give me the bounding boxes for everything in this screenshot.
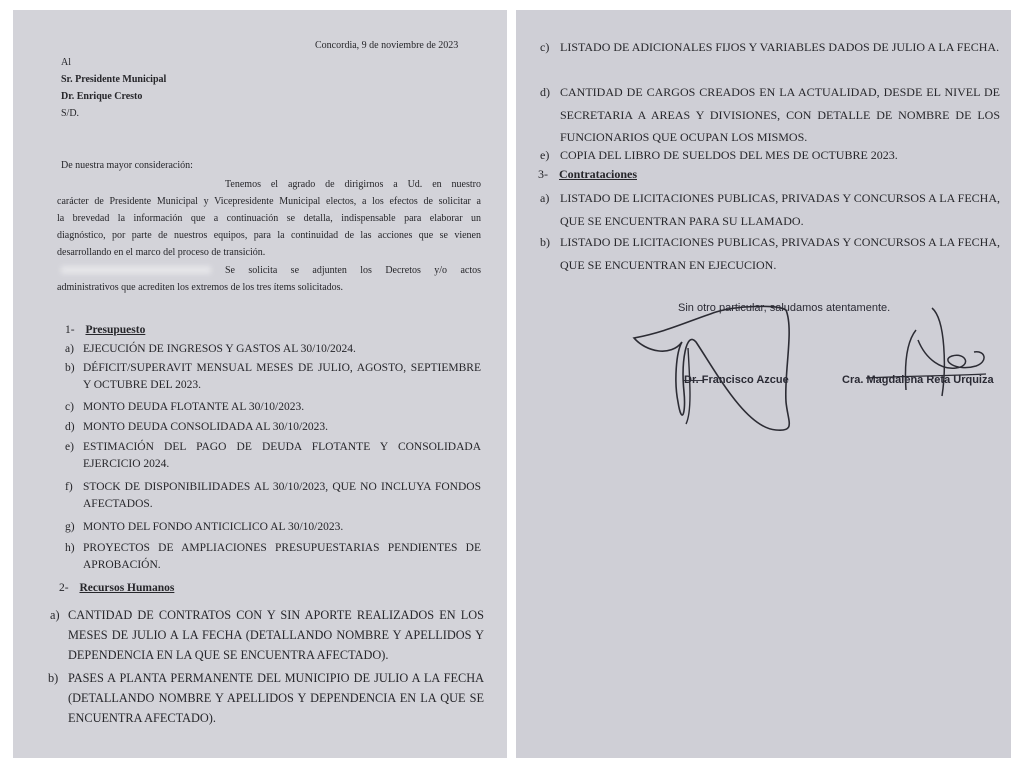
list-item bbox=[540, 144, 1000, 167]
list-item bbox=[65, 479, 481, 513]
signatory-name-2: Cra. Magdalena Reta Urquiza bbox=[842, 374, 994, 386]
intro-line-4: diagnóstico, por parte de nuestros equipos, para la continuidad de las acciones que se vienen bbox=[57, 230, 481, 241]
item-text: LISTADO DE LICITACIONES PUBLICAS, PRIVADAS Y CONCURSOS A LA FECHA, QUE SE ENCUENTRAN PARA SU LLAMADO. bbox=[560, 191, 1000, 228]
list-item bbox=[65, 540, 481, 574]
item-text: CANTIDAD DE CONTRATOS CON Y SIN APORTE REALIZADOS EN LOS MESES DE JULIO A LA FECHA (DETALLANDO NOMBRE Y APELLIDOS Y DEPENDENCIA EN LA QUE SE ENCUENTRA AFECTADO). bbox=[68, 608, 484, 662]
closing-line: Sin otro particular, saludamos atentamente. bbox=[678, 302, 891, 314]
letter-date: Concordia, 9 de noviembre de 2023 bbox=[315, 40, 459, 51]
item-label: d) bbox=[65, 421, 75, 433]
item-text: STOCK DE DISPONIBILIDADES AL 30/10/2023, QUE NO INCLUYA FONDOS AFECTADOS. bbox=[83, 481, 481, 510]
item-label: c) bbox=[540, 40, 550, 54]
list-item bbox=[540, 231, 1000, 276]
section-number: 2- bbox=[59, 582, 69, 594]
addressee-line-3: Dr. Enrique Cresto bbox=[61, 91, 143, 102]
item-text: ESTIMACIÓN DEL PAGO DE DEUDA FLOTANTE Y CONSOLIDADA EJERCICIO 2024. bbox=[83, 441, 481, 470]
signatory-name-1: Dr. Francisco Azcue bbox=[684, 374, 789, 386]
item-text: PASES A PLANTA PERMANENTE DEL MUNICIPIO DE JULIO A LA FECHA (DETALLANDO NOMBRE Y APELLIDOS Y DEPENDENCIA EN LA QUE SE ENCUENTRA AFECTADO). bbox=[68, 671, 484, 725]
intro-line-3: la brevedad la información que a continuación se detalla, indispensable para elaborar un bbox=[57, 213, 481, 224]
item-label: a) bbox=[65, 343, 74, 355]
item-label: e) bbox=[540, 148, 550, 162]
list-item bbox=[540, 187, 1000, 232]
item-text: LISTADO DE LICITACIONES PUBLICAS, PRIVADAS Y CONCURSOS A LA FECHA, QUE SE ENCUENTRAN EN EJECUCION. bbox=[560, 235, 1000, 272]
item-text: EJECUCIÓN DE INGRESOS Y GASTOS AL 30/10/2024. bbox=[83, 343, 356, 355]
list-item bbox=[65, 419, 481, 436]
item-label: c) bbox=[65, 401, 74, 413]
item-label: a) bbox=[50, 608, 60, 622]
addressee-line-2: Sr. Presidente Municipal bbox=[61, 74, 167, 85]
addressee-line-4: S/D. bbox=[61, 108, 80, 119]
section-title: Contrataciones bbox=[559, 167, 637, 181]
section-3-heading bbox=[538, 167, 637, 182]
request-line-1: Se solicita se adjunten los Decretos y/o actos bbox=[225, 265, 481, 276]
item-label: b) bbox=[48, 671, 59, 685]
item-text: MONTO DEL FONDO ANTICICLICO AL 30/10/2023. bbox=[83, 521, 344, 533]
item-label: f) bbox=[65, 481, 73, 493]
section-2-heading bbox=[59, 582, 174, 594]
item-label: g) bbox=[65, 521, 75, 533]
intro-line-1: Tenemos el agrado de dirigirnos a Ud. en nuestro bbox=[225, 179, 481, 190]
intro-line-2: carácter de Presidente Municipal y Vicepresidente Municipal electos, a los efectos de solicitar a bbox=[57, 196, 481, 207]
item-text: PROYECTOS DE AMPLIACIONES PRESUPUESTARIAS PENDIENTES DE APROBACIÓN. bbox=[83, 542, 481, 571]
item-label: e) bbox=[65, 441, 74, 453]
addressee-line-1: Al bbox=[61, 57, 71, 68]
request-line-2: administrativos que acrediten los extremos de los tres ítems solicitados. bbox=[57, 282, 344, 293]
item-text: DÉFICIT/SUPERAVIT MENSUAL MESES DE JULIO, AGOSTO, SEPTIEMBRE Y OCTUBRE DEL 2023. bbox=[83, 362, 481, 391]
section-title: Presupuesto bbox=[85, 324, 146, 336]
section-title: Recursos Humanos bbox=[79, 582, 175, 594]
item-label: b) bbox=[65, 362, 75, 374]
item-text: LISTADO DE ADICIONALES FIJOS Y VARIABLES DADOS DE JULIO A LA FECHA. bbox=[560, 40, 1000, 54]
list-item bbox=[540, 81, 1000, 149]
list-item bbox=[65, 519, 481, 536]
letter-page-1 bbox=[13, 10, 507, 758]
list-item bbox=[65, 399, 481, 416]
signature-azcue bbox=[626, 302, 806, 442]
letter-page-2 bbox=[516, 10, 1011, 758]
item-label: b) bbox=[540, 235, 550, 249]
item-text: CANTIDAD DE CARGOS CREADOS EN LA ACTUALIDAD, DESDE EL NIVEL DE SECRETARIA A AREAS Y DIVISIONES, CON DETALLE DE NOMBRE DE LOS FUNCIONARIOS QUE OCUPAN LOS MISMOS. bbox=[560, 85, 1000, 144]
list-item bbox=[65, 341, 481, 358]
item-label: d) bbox=[540, 85, 550, 99]
item-text: COPIA DEL LIBRO DE SUELDOS DEL MES DE OCTUBRE 2023. bbox=[560, 148, 898, 162]
section-number: 3- bbox=[538, 167, 548, 181]
intro-line-5: desarrollando en el marco del proceso de transición. bbox=[57, 247, 266, 258]
salutation: De nuestra mayor consideración: bbox=[61, 160, 193, 171]
list-item bbox=[540, 36, 1000, 59]
item-label: a) bbox=[540, 191, 550, 205]
list-item bbox=[48, 668, 484, 728]
redaction-blur bbox=[61, 266, 211, 274]
item-label: h) bbox=[65, 542, 75, 554]
list-item bbox=[50, 605, 484, 665]
section-number: 1- bbox=[65, 324, 75, 336]
list-item bbox=[65, 360, 481, 394]
section-1-heading bbox=[65, 324, 145, 336]
item-text: MONTO DEUDA FLOTANTE AL 30/10/2023. bbox=[83, 401, 305, 413]
list-item bbox=[65, 439, 481, 473]
item-text: MONTO DEUDA CONSOLIDADA AL 30/10/2023. bbox=[83, 421, 329, 433]
